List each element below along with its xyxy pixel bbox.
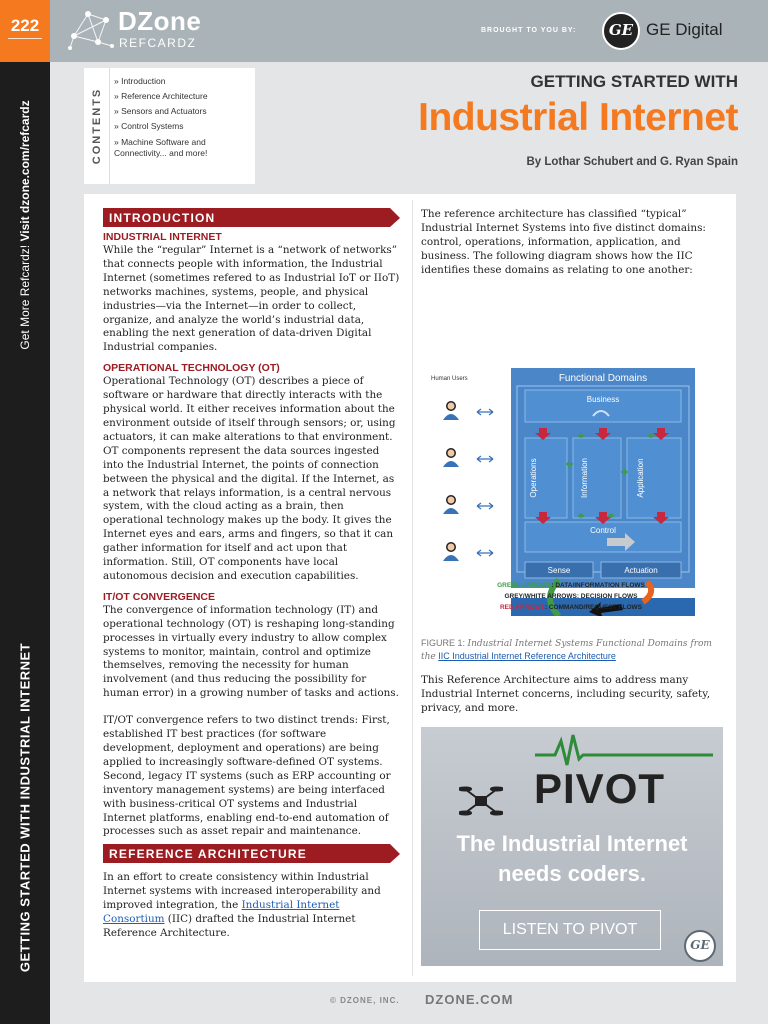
refcardz-promo[interactable] bbox=[18, 100, 32, 349]
legend-text: : COMMAND/REQUEST FLOWS bbox=[544, 604, 643, 611]
right-column bbox=[421, 208, 721, 714]
user-arrows bbox=[477, 409, 493, 556]
sponsor-name: GE Digital bbox=[646, 20, 723, 39]
subheading-it-ot-convergence: IT/OT CONVERGENCE bbox=[103, 590, 216, 603]
section-heading-reference-architecture: REFERENCE ARCHITECTURE bbox=[103, 844, 390, 863]
ge-logo-icon bbox=[602, 12, 640, 50]
control-label: Control bbox=[590, 525, 616, 535]
drone-icon bbox=[459, 779, 503, 823]
legend-item-grey bbox=[421, 591, 721, 602]
functional-domains-label: Functional Domains bbox=[558, 372, 648, 384]
byline: By Lothar Schubert and G. Ryan Spain bbox=[526, 156, 738, 168]
text-span: (IIC) drafted the Industrial Internet Reference Architecture. bbox=[103, 913, 356, 939]
legend-key: GREEN ARROWS bbox=[497, 582, 552, 589]
subheading-industrial-internet: INDUSTRIAL INTERNET bbox=[103, 231, 222, 243]
listen-to-pivot-button[interactable]: LISTEN TO PIVOT bbox=[479, 910, 661, 950]
paragraph: The convergence of information technology (IT) and operational technology (OT) is reshaping long-standing processes in virtually every industry to allow complex systems to monitor, maintain, control and optimize themselves, removing the necessity for human involvement (and thus reducing the possibility for human error) in a growing number of tasks and actions. bbox=[103, 603, 399, 700]
paragraph: This Reference Architecture aims to address many Industrial Internet concerns, including security, safety, privacy, and more. bbox=[421, 674, 711, 714]
application-label: Application bbox=[636, 457, 645, 498]
legend-item-green bbox=[421, 580, 721, 591]
text-span: In an effort to create consistency within Industrial Internet systems with increased interoperability and improved integration, the bbox=[103, 871, 381, 912]
caption-link[interactable]: IIC Industrial Internet Reference Architecture bbox=[438, 651, 616, 661]
contents-item[interactable]: » Reference Architecture bbox=[114, 91, 208, 101]
paragraph bbox=[103, 871, 400, 941]
contents-list bbox=[114, 74, 252, 159]
legend-key: RED ARROWS bbox=[499, 604, 545, 611]
user-icon bbox=[443, 401, 459, 420]
legend-text: : DECISION FLOWS bbox=[576, 593, 638, 600]
column-divider bbox=[412, 200, 413, 976]
ad-headline-line: The Industrial Internet bbox=[456, 831, 688, 856]
functional-domains-diagram bbox=[421, 286, 721, 616]
refcardz-logo-text: REFCARDZ bbox=[119, 36, 197, 50]
contents-label-column bbox=[84, 68, 110, 184]
ad-headline-line: needs coders. bbox=[498, 861, 646, 886]
legend-item-red bbox=[421, 602, 721, 613]
caption-text: Industrial Internet Systems Functional Domains from the bbox=[421, 639, 712, 662]
left-column bbox=[103, 208, 400, 941]
business-label: Business bbox=[586, 394, 620, 404]
legend-key: GREY/WHITE ARROWS bbox=[504, 593, 577, 600]
dzone-network-icon bbox=[66, 6, 116, 52]
user-icon bbox=[443, 448, 459, 467]
contents-item[interactable]: » Sensors and Actuators bbox=[114, 106, 207, 116]
footer-copyright: © DZONE, INC. bbox=[330, 996, 400, 1005]
dzone-logo-text[interactable]: DZone bbox=[118, 6, 202, 36]
title-kicker: GETTING STARTED WITH bbox=[530, 72, 738, 91]
section-heading-introduction: INTRODUCTION bbox=[103, 208, 390, 227]
page-number-rule bbox=[8, 38, 42, 39]
subheading-operational-technology: OPERATIONAL TECHNOLOGY (OT) bbox=[103, 362, 280, 375]
pivot-logo: PIVOT bbox=[534, 765, 666, 812]
sense-label: Sense bbox=[547, 565, 571, 575]
paragraph: Operational Technology (OT) describes a piece of software or hardware that directly interacts with the physical world. It either receives information about the environment outside of itself through sensors; or, using actuators, it can make alterations to that environment. OT components represent the data sources ingested into the Industrial Internet, the points of connection between the physical and the digital. If the Internet, as a network that relays information, is a central nervous system, with the cloud acting as a brain, then operational technology makes up the body. It gives the Internet eyes and ears, arms and fingers, so that it can gather information for itself and act upon that information. Still, OT components have local autonomous decision and execution capabilities. bbox=[103, 375, 396, 582]
page-number-tab bbox=[0, 0, 50, 62]
human-users-label: Human Users bbox=[431, 375, 468, 382]
pivot-ad[interactable] bbox=[421, 727, 723, 966]
user-icon bbox=[443, 542, 459, 561]
promo-prefix: Get More Refcardz! bbox=[18, 244, 32, 350]
operations-label: Operations bbox=[529, 457, 538, 498]
promo-link[interactable]: Visit dzone.com/refcardz bbox=[18, 100, 32, 242]
ge-logo-text: GE bbox=[608, 21, 634, 39]
caption-label: FIGURE 1: bbox=[421, 638, 466, 648]
ge-logo-icon bbox=[684, 930, 716, 962]
footer-site-link[interactable]: DZONE.COM bbox=[425, 992, 514, 1007]
actuation-label: Actuation bbox=[624, 565, 658, 575]
page-title: Industrial Internet bbox=[418, 96, 738, 139]
ge-logo-text: GE bbox=[690, 938, 710, 952]
contents-item[interactable]: » Machine Software and Connectivity... and more! bbox=[114, 137, 208, 158]
paragraph: While the “regular” Internet is a “network of networks” that connects people with information, the Industrial Internet (sometimes refered to as Industrial IoT or IIoT) networks machines, systems, people, and physical industries—via the Internet—in order to collect, organize, and analyze the world’s industrial data, enabling the next generation of data-driven Digital Industrial companies. bbox=[103, 244, 400, 354]
paragraph: The reference architecture has classified “typical” Industrial Internet Systems into five distinct domains: control, operations, information, application, and business. The following diagram shows how the IIC identifies these domains as relating to one another: bbox=[421, 208, 706, 276]
vertical-title: GETTING STARTED WITH INDUSTRIAL INTERNET bbox=[17, 642, 33, 973]
functional-domains-figure bbox=[421, 286, 721, 616]
left-sidebar bbox=[0, 0, 50, 1024]
contents-item[interactable]: » Control Systems bbox=[114, 121, 184, 131]
figure-legend bbox=[421, 580, 721, 613]
paragraph: IT/OT convergence refers to two distinct trends: First, established IT best practices (for software development, deployment and operations) are being applied to increasingly software-defined OT systems. Second, legacy IT systems (such as ERP accounting or inventory management systems) are being interfaced with business-critical OT systems and Industrial Internet platforms, enabling end-to-end automation of processes such as asset repair and maintenance. bbox=[103, 714, 391, 838]
contents-label: CONTENTS bbox=[91, 87, 103, 165]
user-icon bbox=[443, 495, 459, 514]
iic-link[interactable]: Industrial Internet Consortium bbox=[103, 899, 340, 926]
page-number: 222 bbox=[10, 16, 40, 35]
figure-caption bbox=[421, 637, 721, 663]
brought-to-you-by: BROUGHT TO YOU BY: bbox=[481, 27, 577, 34]
contents-item[interactable]: » Introduction bbox=[114, 76, 166, 86]
user-figures bbox=[443, 401, 459, 561]
header-band bbox=[50, 0, 768, 62]
information-label: Information bbox=[580, 457, 589, 498]
contents-box bbox=[84, 68, 255, 184]
ad-headline bbox=[421, 829, 723, 889]
legend-text: : DATA/INFORMATION FLOWS bbox=[551, 582, 645, 589]
